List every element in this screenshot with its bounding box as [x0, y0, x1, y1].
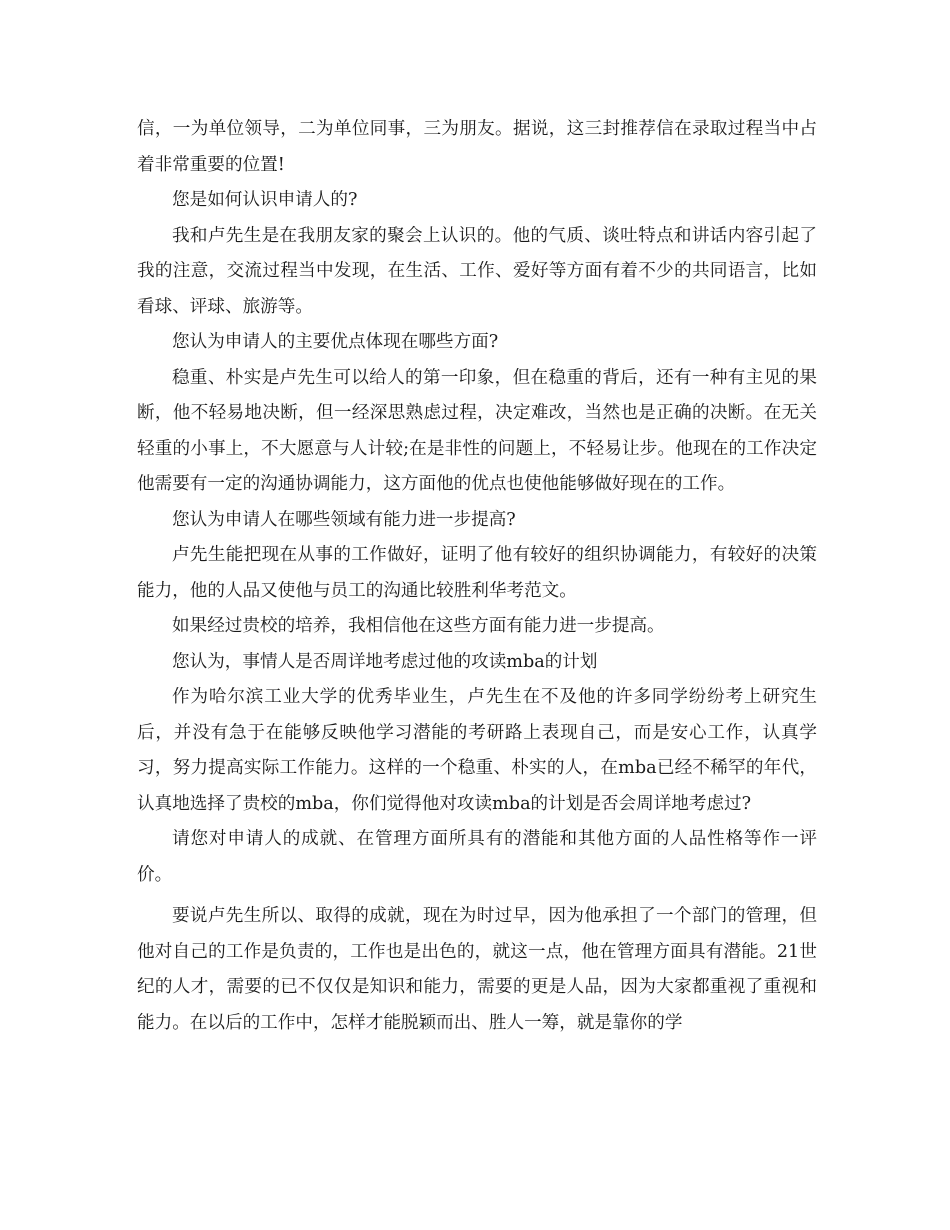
- answer-strengths: 稳重、朴实是卢先生可以给人的第一印象，但在稳重的背后，还有一种有主见的果断，他不轻易地决断，但一经深思熟虑过程，决定难改，当然也是正确的决断。在无关轻重的小事上，不大愿意与人计较;在是非性的问题上，不轻易让步。他现在的工作决定他需要有一定的沟通协调能力，这方面他的优点也使他能够做好现在的工作。: [137, 367, 817, 494]
- answer-mba-plan: 作为哈尔滨工业大学的优秀毕业生，卢先生在不及他的许多同学纷纷考上研究生后，并没有急于在能够反映他学习潜能的考研路上表现自己，而是安心工作，认真学习，努力提高实际工作能力。这样的一个稳重、朴实的人，在mba已经不稀罕的年代，认真地选择了贵校的mba，你们觉得他对攻读mba的计划是否会周详地考虑过?: [137, 687, 817, 814]
- document-body: [137, 112, 817, 1041]
- question-evaluation: 请您对申请人的成就、在管理方面所具有的潜能和其他方面的人品性格等作一评价。: [137, 829, 817, 885]
- answer-improvement-continued: 如果经过贵校的培养，我相信他在这些方面有能力进一步提高。: [172, 616, 665, 636]
- question-mba-plan: 您认为，事情人是否周详地考虑过他的攻读mba的计划: [172, 651, 598, 672]
- question-strengths: 您认为申请人的主要优点体现在哪些方面?: [172, 332, 499, 352]
- question-how-know: 您是如何认识申请人的?: [172, 190, 358, 210]
- question-improvement: 您认为申请人在哪些领域有能力进一步提高?: [172, 509, 516, 530]
- answer-evaluation: 要说卢先生所以、取得的成就，现在为时过早，因为他承担了一个部门的管理，但他对自己的工作是负责的，工作也是出色的，就这一点，他在管理方面具有潜能。21世纪的人才，需要的已不仅仅是知识和能力，需要的更是人品，因为大家都重视了重视和能力。在以后的工作中，怎样才能脱颖而出、胜人一筹，就是靠你的学: [137, 906, 817, 1033]
- paragraph-1: 信，一为单位领导，二为单位同事，三为朋友。据说，这三封推荐信在录取过程当中占着非常重要的位置!: [137, 119, 817, 175]
- answer-how-know: 我和卢先生是在我朋友家的聚会上认识的。他的气质、谈吐特点和讲话内容引起了我的注意，交流过程当中发现，在生活、工作、爱好等方面有着不少的共同语言，比如看球、评球、旅游等。: [137, 225, 817, 317]
- answer-improvement: 卢先生能把现在从事的工作做好，证明了他有较好的组织协调能力，有较好的决策能力，他的人品又使他与员工的沟通比较胜利华考范文。: [137, 545, 817, 601]
